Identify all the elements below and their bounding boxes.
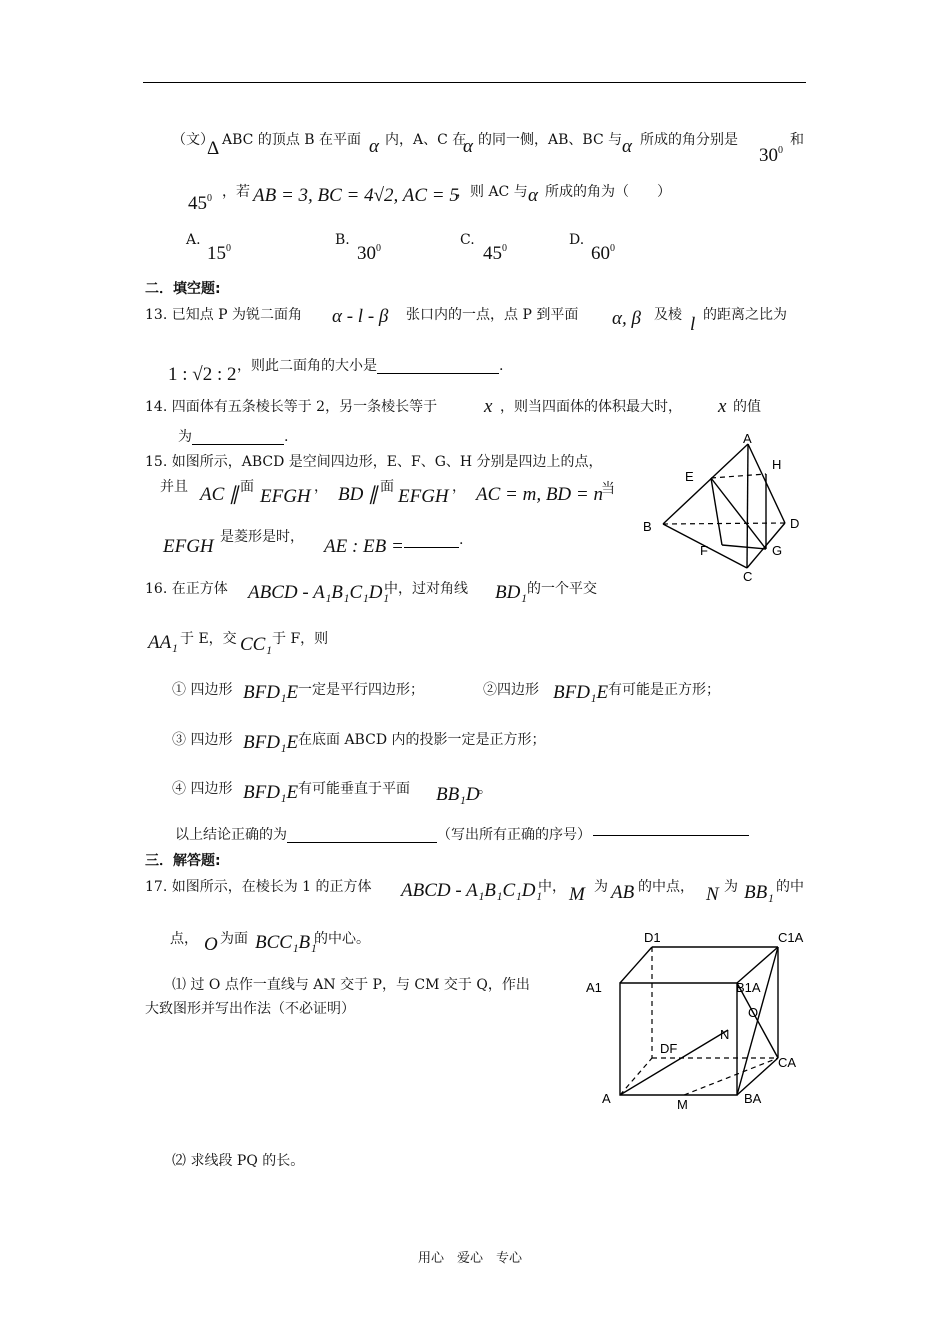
q16-statement4-a: ④ 四边形 (172, 781, 233, 797)
q13-planes: α, β (612, 308, 641, 329)
label-b1a: B1A (736, 980, 761, 995)
q16-cube: ABCD - A₁B₁C₁D₁ (248, 582, 390, 603)
q14-x1: x (484, 396, 493, 417)
edge-b1-c1 (737, 947, 778, 983)
q13-text1: 13. 已知点 P 为锐二面角 (145, 307, 303, 323)
q12-option-d-label: D. (569, 232, 585, 248)
q17-n: N (706, 884, 719, 905)
q17-part1-a: ⑴ 过 O 点作一直线与 AN 交于 P，与 CM 交于 Q，作出 (172, 977, 530, 993)
q16-text5: 于 F，则 (272, 631, 329, 647)
label-df: DF (660, 1041, 678, 1056)
q15-mian2: 面 (380, 479, 394, 495)
page-footer: 用心 爱心 专心 (418, 1251, 523, 1266)
segment-ef (711, 478, 722, 545)
q16-text3: 的一个平交 (527, 581, 597, 597)
edge-b-c (737, 1058, 778, 1095)
q12-formula: AB = 3, BC = 4√2, AC = 5 (253, 185, 459, 206)
q13-ratio: 1 : √2 : 2 (168, 364, 237, 385)
segment-an (620, 1030, 728, 1095)
q14-x2: x (718, 396, 727, 417)
cube-figure (580, 925, 810, 1115)
q12-text5: ，则 AC 与 (456, 184, 528, 200)
segment-fg (722, 545, 766, 549)
q16-statement2-a: ②四边形 (483, 682, 539, 698)
q12-text2: 内，A、C 在 (385, 132, 467, 148)
label-f: F (700, 543, 708, 558)
q12-option-c-value: $45^0$ (483, 243, 507, 264)
q15-answer-blank[interactable] (404, 533, 459, 548)
q17-ab: AB (611, 882, 635, 903)
q15-dang: 当 (601, 481, 615, 497)
label-h: H (772, 457, 782, 472)
q15-text2: 并且 (160, 479, 188, 495)
tetrahedron-figure (635, 428, 810, 588)
q16-text4: 于 E，交 (180, 631, 237, 647)
q16-quad2: BFD₁E (553, 682, 609, 703)
q15-bd: BD ∥ (338, 484, 378, 505)
hidden-segment-mc (684, 1058, 778, 1095)
label-n: N (720, 1027, 730, 1042)
q15-efgh3: EFGH (163, 536, 214, 557)
q15-text3: 是菱形是时， (220, 529, 304, 545)
q14-text3: 的值 (733, 399, 761, 415)
q17-o: O (204, 934, 218, 955)
label-d1: D1 (644, 930, 661, 945)
q12-text6: 所成的角为（ ） (545, 184, 671, 200)
q17-bb1: BB₁ (744, 882, 774, 903)
q14-text2: ，则当四面体的体积最大时， (500, 399, 682, 415)
q12-option-a-label: A. (186, 232, 201, 248)
label-ba: BA (744, 1091, 762, 1106)
q14-text4: 为 . (178, 429, 289, 445)
q12-alpha2: α (463, 136, 473, 157)
q13-answer-blank[interactable] (377, 359, 499, 374)
hidden-segment-eh (711, 474, 766, 478)
q17-part2: ⑵ 求线段 PQ 的长。 (172, 1153, 305, 1169)
q13-text2: 张口内的一点，点 P 到平面 (406, 307, 579, 323)
q15-cond: AC = m, BD = n (476, 484, 603, 505)
label-m: M (677, 1097, 688, 1112)
q13-text4: 的距离之比为 (703, 307, 787, 323)
q12-deg30: $30^0$ (759, 145, 783, 166)
q12-alpha4: α (528, 185, 538, 206)
label-g: G (772, 543, 783, 558)
q16-text2: 中，过对角线 (384, 581, 468, 597)
label-a: A (743, 431, 752, 446)
label-d: D (790, 516, 800, 531)
q17-text2: 中， (538, 879, 566, 895)
q12-alpha1: α (369, 136, 379, 157)
q16-aa1: AA₁ (148, 632, 178, 653)
q16-statement3-b: 在底面 ABCD 内的投影一定是正方形； (298, 732, 546, 748)
q17-text1: 17. 如图所示，在棱长为 1 的正方体 (145, 879, 372, 895)
q14-text1: 14. 四面体有五条棱长等于 2，另一条棱长等于 (145, 399, 438, 415)
q12-deg45: $45^0$ (188, 193, 212, 214)
q15-comma2: ， (452, 479, 466, 495)
q16-quad1: BFD₁E (243, 682, 299, 703)
q13-text5: ，则此二面角的大小是 . (237, 358, 504, 374)
q13-text3: 及棱 (654, 307, 682, 323)
q13-expr: α - l - β (332, 306, 389, 327)
q16-statement3-a: ③ 四边形 (172, 732, 233, 748)
q17-text6: 的中 (776, 879, 804, 895)
hidden-edge-bd (663, 523, 785, 524)
q12-line1: （文） (172, 132, 214, 148)
q12-option-b-value: $30^0$ (357, 243, 381, 264)
q16-answer-blank[interactable] (287, 828, 437, 843)
label-a: A (602, 1091, 611, 1106)
q15-efgh2: EFGH (398, 486, 449, 507)
segment-eg (711, 478, 766, 549)
edge-ab (663, 444, 748, 524)
q16-cc1: CC₁ (240, 634, 272, 655)
label-e: E (685, 469, 694, 484)
q16-statement1-b: 一定是平行四边形； (298, 682, 424, 698)
q15-text1: 15. 如图所示，ABCD 是空间四边形，E、F、G、H 分别是四边上的点， (145, 454, 603, 470)
q17-text9: 的中心。 (314, 931, 370, 947)
q15-comma1: ， (314, 479, 328, 495)
q12-option-c-label: C. (460, 232, 475, 248)
q16-quad3: BFD₁E (243, 732, 299, 753)
label-o: O (748, 1005, 759, 1020)
label-c1a: C1A (778, 930, 804, 945)
edge-ac (747, 444, 748, 568)
q16-trailing-rule (593, 835, 749, 836)
q17-text5: 为 (724, 879, 738, 895)
q16-statement4-c: 。 (478, 781, 492, 797)
q12-text3: 的同一侧，AB、BC 与 (478, 132, 623, 148)
q12-text4: 所成的角分别是 (640, 132, 738, 148)
q17-text7: 点， (170, 931, 198, 947)
q12-and: 和 (790, 132, 804, 148)
edge-a1-d1 (620, 947, 652, 983)
q14-answer-blank[interactable] (192, 430, 284, 445)
q17-cube: ABCD - A₁B₁C₁D₁ (401, 880, 543, 901)
hidden-edge-a-d (620, 1058, 652, 1095)
q16-plane: BB₁D (436, 784, 480, 805)
q17-face: BCC₁B₁ (255, 932, 317, 953)
q17-text8: 为面 (220, 931, 248, 947)
q15-ac: AC ∥ (200, 484, 239, 505)
q17-text3: 为 (594, 879, 608, 895)
q12-option-a-value: $15^0$ (207, 243, 231, 264)
q17-text4: 的中点， (638, 879, 694, 895)
q17-part1-b: 大致图形并写出作法（不必证明） (145, 1001, 355, 1017)
q12-alpha3: α (622, 136, 632, 157)
q12-option-d-value: $60^0$ (591, 243, 615, 264)
q16-statement4-b: 有可能垂直于平面 (298, 781, 410, 797)
diag-b-c1 (737, 947, 778, 1095)
q15-mian1: 面 (240, 479, 254, 495)
q16-statement1-a: ① 四边形 (172, 682, 233, 698)
q12-text1: ABC 的顶点 B 在平面 (222, 132, 362, 148)
q12-option-b-label: B. (335, 232, 350, 248)
q16-statement2-b: 有可能是正方形； (608, 682, 720, 698)
label-ca: CA (778, 1055, 797, 1070)
label-b: B (643, 519, 652, 534)
q12-ruo: ，若 (222, 184, 250, 200)
header-rule (143, 82, 806, 83)
section-fill-in-heading: 二．填空题: (145, 281, 221, 297)
q16-text1: 16. 在正方体 (145, 581, 228, 597)
q15-efgh1: EFGH (260, 486, 311, 507)
q16-diag: BD₁ (495, 582, 527, 603)
q15-ratio: AE : EB = (324, 536, 404, 557)
q16-conclusion: 以上结论正确的为 （写出所有正确的序号） (175, 826, 749, 844)
section-solve-heading: 三．解答题: (145, 853, 221, 869)
q16-quad4: BFD₁E (243, 782, 299, 803)
q17-m: M (569, 884, 585, 905)
q13-l: l (690, 314, 696, 335)
q15-blank-wrap: . (404, 531, 463, 549)
label-c: C (743, 569, 753, 584)
label-a1: A1 (586, 980, 602, 995)
q12-delta: Δ (207, 138, 220, 159)
